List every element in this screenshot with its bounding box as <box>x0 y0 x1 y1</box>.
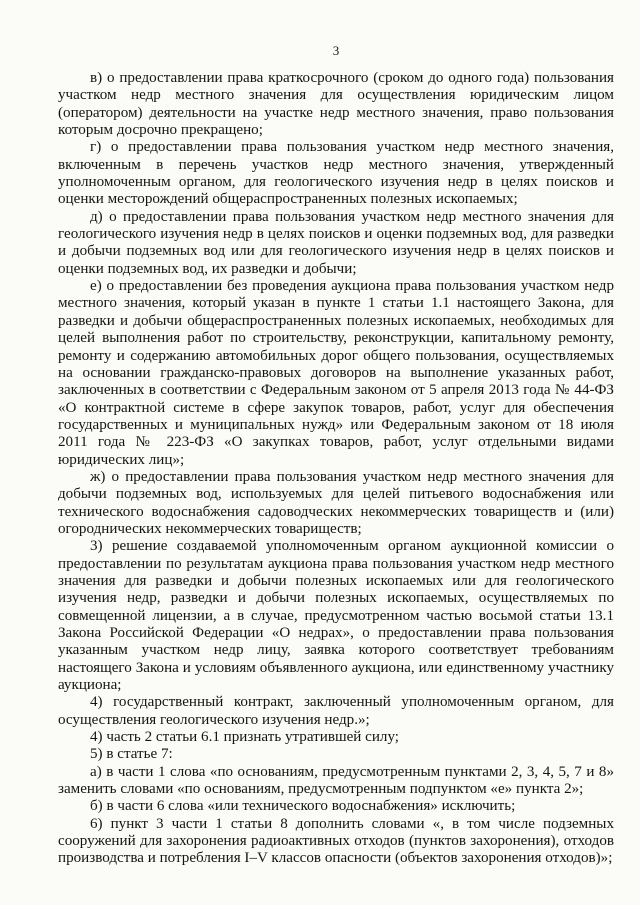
paragraph-v: в) о предоставлении права краткосрочного (сроком до одного года) пользования участком недр местного значения для осуществления юридическим лицом (оператором) деятельности на участке недр местного значения, право пользования которым досрочно прекращено; <box>58 70 614 139</box>
paragraph-point-5b: б) в части 6 слова «или технического водоснабжения» исключить; <box>90 798 516 815</box>
paragraph-point-4: 4) часть 2 статьи 6.1 признать утратившей силу; <box>90 729 399 746</box>
paragraph-item-4: 4) государственный контракт, заключенный уполномоченным органом, для осуществления геологического изучения недр.»; <box>58 694 614 728</box>
paragraph-point-5: 5) в статье 7: <box>90 746 173 763</box>
paragraph-g: г) о предоставлении права пользования участком недр местного значения, включенным в перечень участков недр местного значения, утвержденный уполномоченным органом, для геологического изучения недр в целях поисков и оценки месторождений общераспространенных полезных ископаемых; <box>58 139 614 208</box>
paragraph-d: д) о предоставлении права пользования участком недр местного значения для геологического изучения недр в целях поисков и оценки подземных вод, для разведки и добычи подземных вод или для геологического изучения недр в целях поисков и оценки подземных вод, их разведки и добычи; <box>58 208 614 277</box>
paragraph-point-5a: а) в части 1 слова «по основаниям, предусмотренным пунктами 2, 3, 4, 5, 7 и 8» заменить словами «по основаниям, предусмотренным подпунктом «е» пункта 2»; <box>58 763 614 798</box>
page-number: 3 <box>332 43 340 58</box>
paragraph-e: е) о предоставлении без проведения аукциона права пользования участком недр местного значения, который указан в пункте 1 статьи 1.1 настоящего Закона, для разведки и добычи общераспространенных полезных ископаемых, необходимых для целей выполнения работ по строительству, реконструкции, капитальному ремонту, ремонту и содержанию автомобильных дорог общего пользования, осуществляемых на основании гражданско-правовых договоров на выполнение указанных работ, заключенных в соответствии с Федеральным законом от 5 апреля 2013 года № 44-ФЗ «О контрактной системе в сфере закупок товаров, работ, услуг для обеспечения государственных и муниципальных нужд» или Федеральным законом от 18 июля 2011 года № 223-ФЗ «О закупках товаров, работ, услуг отдельными видами юридических лиц»; <box>58 278 614 468</box>
document-body <box>58 70 614 868</box>
paragraph-point-6: 6) пункт 3 части 1 статьи 8 дополнить словами «, в том числе подземных сооружений для захоронения радиоактивных отходов (пунктов захоронения), отходов производства и потребления I–V классов опасности (объектов захоронения отходов)»; <box>58 815 614 867</box>
paragraph-item-3: 3) решение создаваемой уполномоченным органом аукционной комиссии о предоставлении по результатам аукциона права пользования участком недр местного значения для разведки и добычи полезных ископаемых или для геологического изучения недр, разведки и добычи полезных ископаемых, осуществляемых по совмещенной лицензии, а в случае, предусмотренном частью восьмой статьи 13.1 Закона Российской Федерации «О недрах», о предоставлении права пользования указанным участком недр лицу, заявка которого соответствует требованиям настоящего Закона и условиям объявленного аукциона, или единственному участнику аукциона; <box>58 538 614 694</box>
paragraph-zh: ж) о предоставлении права пользования участком недр местного значения для добычи подземных вод, используемых для целей питьевого водоснабжения или технического водоснабжения садоводческих некоммерческих товариществ и (или) огороднических некоммерческих товариществ; <box>58 468 614 537</box>
